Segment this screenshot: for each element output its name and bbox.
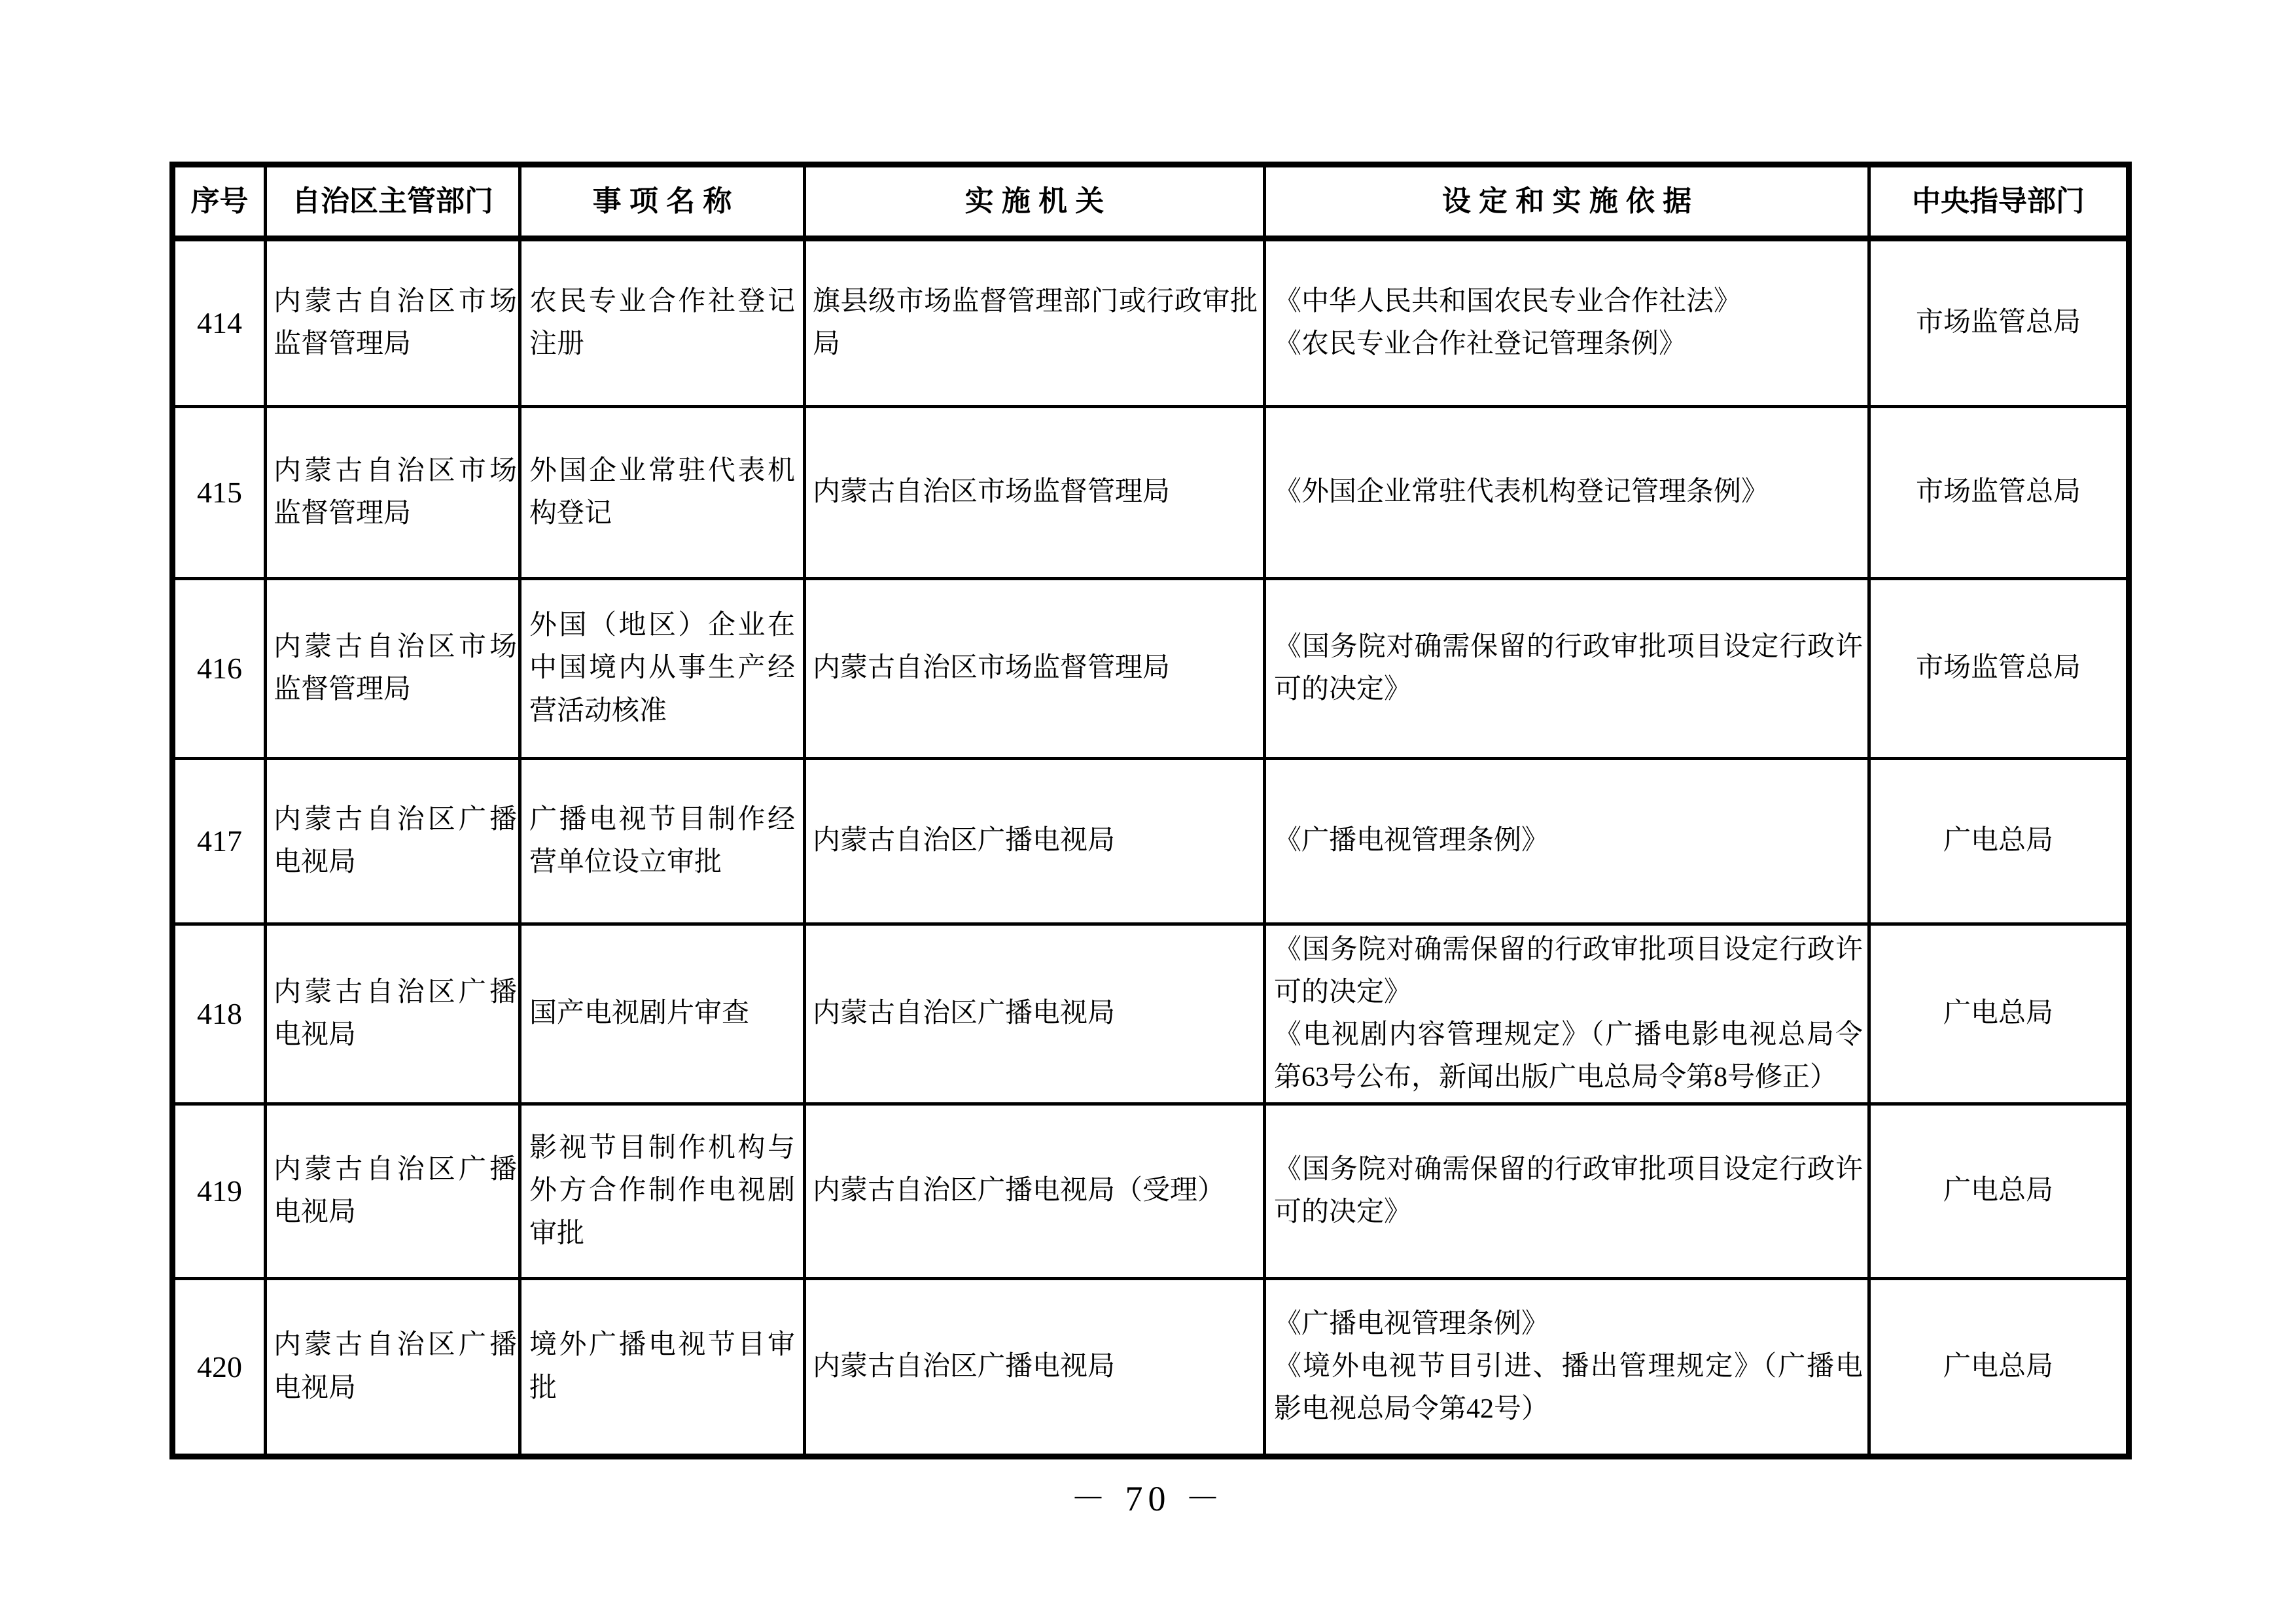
col-header-legal-basis: 设 定 和 实 施 依 据	[1265, 165, 1869, 239]
table-row	[173, 407, 2129, 579]
cell-item-name: 农民专业合作社登记注册	[520, 239, 805, 407]
cell-legal-basis	[1265, 579, 1869, 759]
cell-implementing-agency: 内蒙古自治区广播电视局	[805, 1279, 1265, 1457]
table-header-row	[173, 165, 2129, 239]
legal-basis-line: 《广播电视管理条例》	[1274, 826, 1549, 856]
cell-region-department: 内蒙古自治区广播电视局	[266, 924, 520, 1104]
legal-basis-line: 《广播电视管理条例》	[1274, 1308, 1549, 1339]
page-number: － 70 －	[1070, 1479, 1226, 1518]
cell-serial-number: 418	[173, 924, 266, 1104]
cell-implementing-agency: 内蒙古自治区广播电视局	[805, 924, 1265, 1104]
col-header-serial-number: 序号	[173, 165, 266, 239]
col-header-item-name: 事 项 名 称	[520, 165, 805, 239]
cell-item-name: 影视节目制作机构与外方合作制作电视剧审批	[520, 1104, 805, 1279]
cell-item-name: 境外广播电视节目审批	[520, 1279, 805, 1457]
approval-items-table	[169, 162, 2132, 1459]
cell-item-name: 广播电视节目制作经营单位设立审批	[520, 759, 805, 924]
cell-serial-number: 414	[173, 239, 266, 407]
cell-serial-number: 415	[173, 407, 266, 579]
cell-serial-number: 416	[173, 579, 266, 759]
cell-region-department: 内蒙古自治区市场监督管理局	[266, 579, 520, 759]
cell-implementing-agency: 旗县级市场监督管理部门或行政审批局	[805, 239, 1265, 407]
cell-central-department: 市场监管总局	[1869, 579, 2129, 759]
table-row	[173, 239, 2129, 407]
cell-central-department: 广电总局	[1869, 1104, 2129, 1279]
cell-serial-number: 419	[173, 1104, 266, 1279]
legal-basis-line: 《农民专业合作社登记管理条例》	[1274, 329, 1687, 359]
cell-serial-number: 417	[173, 759, 266, 924]
cell-legal-basis	[1265, 924, 1869, 1104]
table-row	[173, 759, 2129, 924]
cell-region-department: 内蒙古自治区广播电视局	[266, 1104, 520, 1279]
legal-basis-line: 《中华人民共和国农民专业合作社法》	[1274, 286, 1742, 317]
cell-implementing-agency: 内蒙古自治区广播电视局	[805, 759, 1265, 924]
legal-basis-line: 《国务院对确需保留的行政审批项目设定行政许可的决定》	[1274, 934, 1863, 1007]
legal-basis-line: 《外国企业常驻代表机构登记管理条例》	[1274, 477, 1769, 508]
legal-basis-line: 《境外电视节目引进、播出管理规定》（广播电影电视总局令第42号）	[1274, 1351, 1863, 1425]
cell-implementing-agency: 内蒙古自治区广播电视局（受理）	[805, 1104, 1265, 1279]
col-header-implementing-agency: 实 施 机 关	[805, 165, 1265, 239]
cell-central-department: 广电总局	[1869, 924, 2129, 1104]
cell-item-name: 外国企业常驻代表机构登记	[520, 407, 805, 579]
legal-basis-line: 《国务院对确需保留的行政审批项目设定行政许可的决定》	[1274, 1154, 1863, 1227]
cell-legal-basis	[1265, 759, 1869, 924]
cell-central-department: 广电总局	[1869, 1279, 2129, 1457]
cell-legal-basis	[1265, 407, 1869, 579]
cell-item-name: 外国（地区）企业在中国境内从事生产经营活动核准	[520, 579, 805, 759]
col-header-region-department: 自治区主管部门	[266, 165, 520, 239]
cell-legal-basis	[1265, 1104, 1869, 1279]
cell-legal-basis	[1265, 239, 1869, 407]
table-row	[173, 1104, 2129, 1279]
col-header-central-department: 中央指导部门	[1869, 165, 2129, 239]
table-row	[173, 1279, 2129, 1457]
legal-basis-line: 《国务院对确需保留的行政审批项目设定行政许可的决定》	[1274, 631, 1863, 705]
cell-central-department: 市场监管总局	[1869, 407, 2129, 579]
cell-legal-basis	[1265, 1279, 1869, 1457]
cell-central-department: 广电总局	[1869, 759, 2129, 924]
cell-serial-number: 420	[173, 1279, 266, 1457]
cell-region-department: 内蒙古自治区市场监督管理局	[266, 239, 520, 407]
table-row	[173, 579, 2129, 759]
table-row	[173, 924, 2129, 1104]
legal-basis-line: 《电视剧内容管理规定》（广播电影电视总局令第63号公布，新闻出版广电总局令第8号修正）	[1274, 1020, 1863, 1093]
cell-region-department: 内蒙古自治区市场监督管理局	[266, 407, 520, 579]
cell-central-department: 市场监管总局	[1869, 239, 2129, 407]
cell-region-department: 内蒙古自治区广播电视局	[266, 759, 520, 924]
cell-region-department: 内蒙古自治区广播电视局	[266, 1279, 520, 1457]
cell-implementing-agency: 内蒙古自治区市场监督管理局	[805, 407, 1265, 579]
cell-item-name: 国产电视剧片审查	[520, 924, 805, 1104]
cell-implementing-agency: 内蒙古自治区市场监督管理局	[805, 579, 1265, 759]
